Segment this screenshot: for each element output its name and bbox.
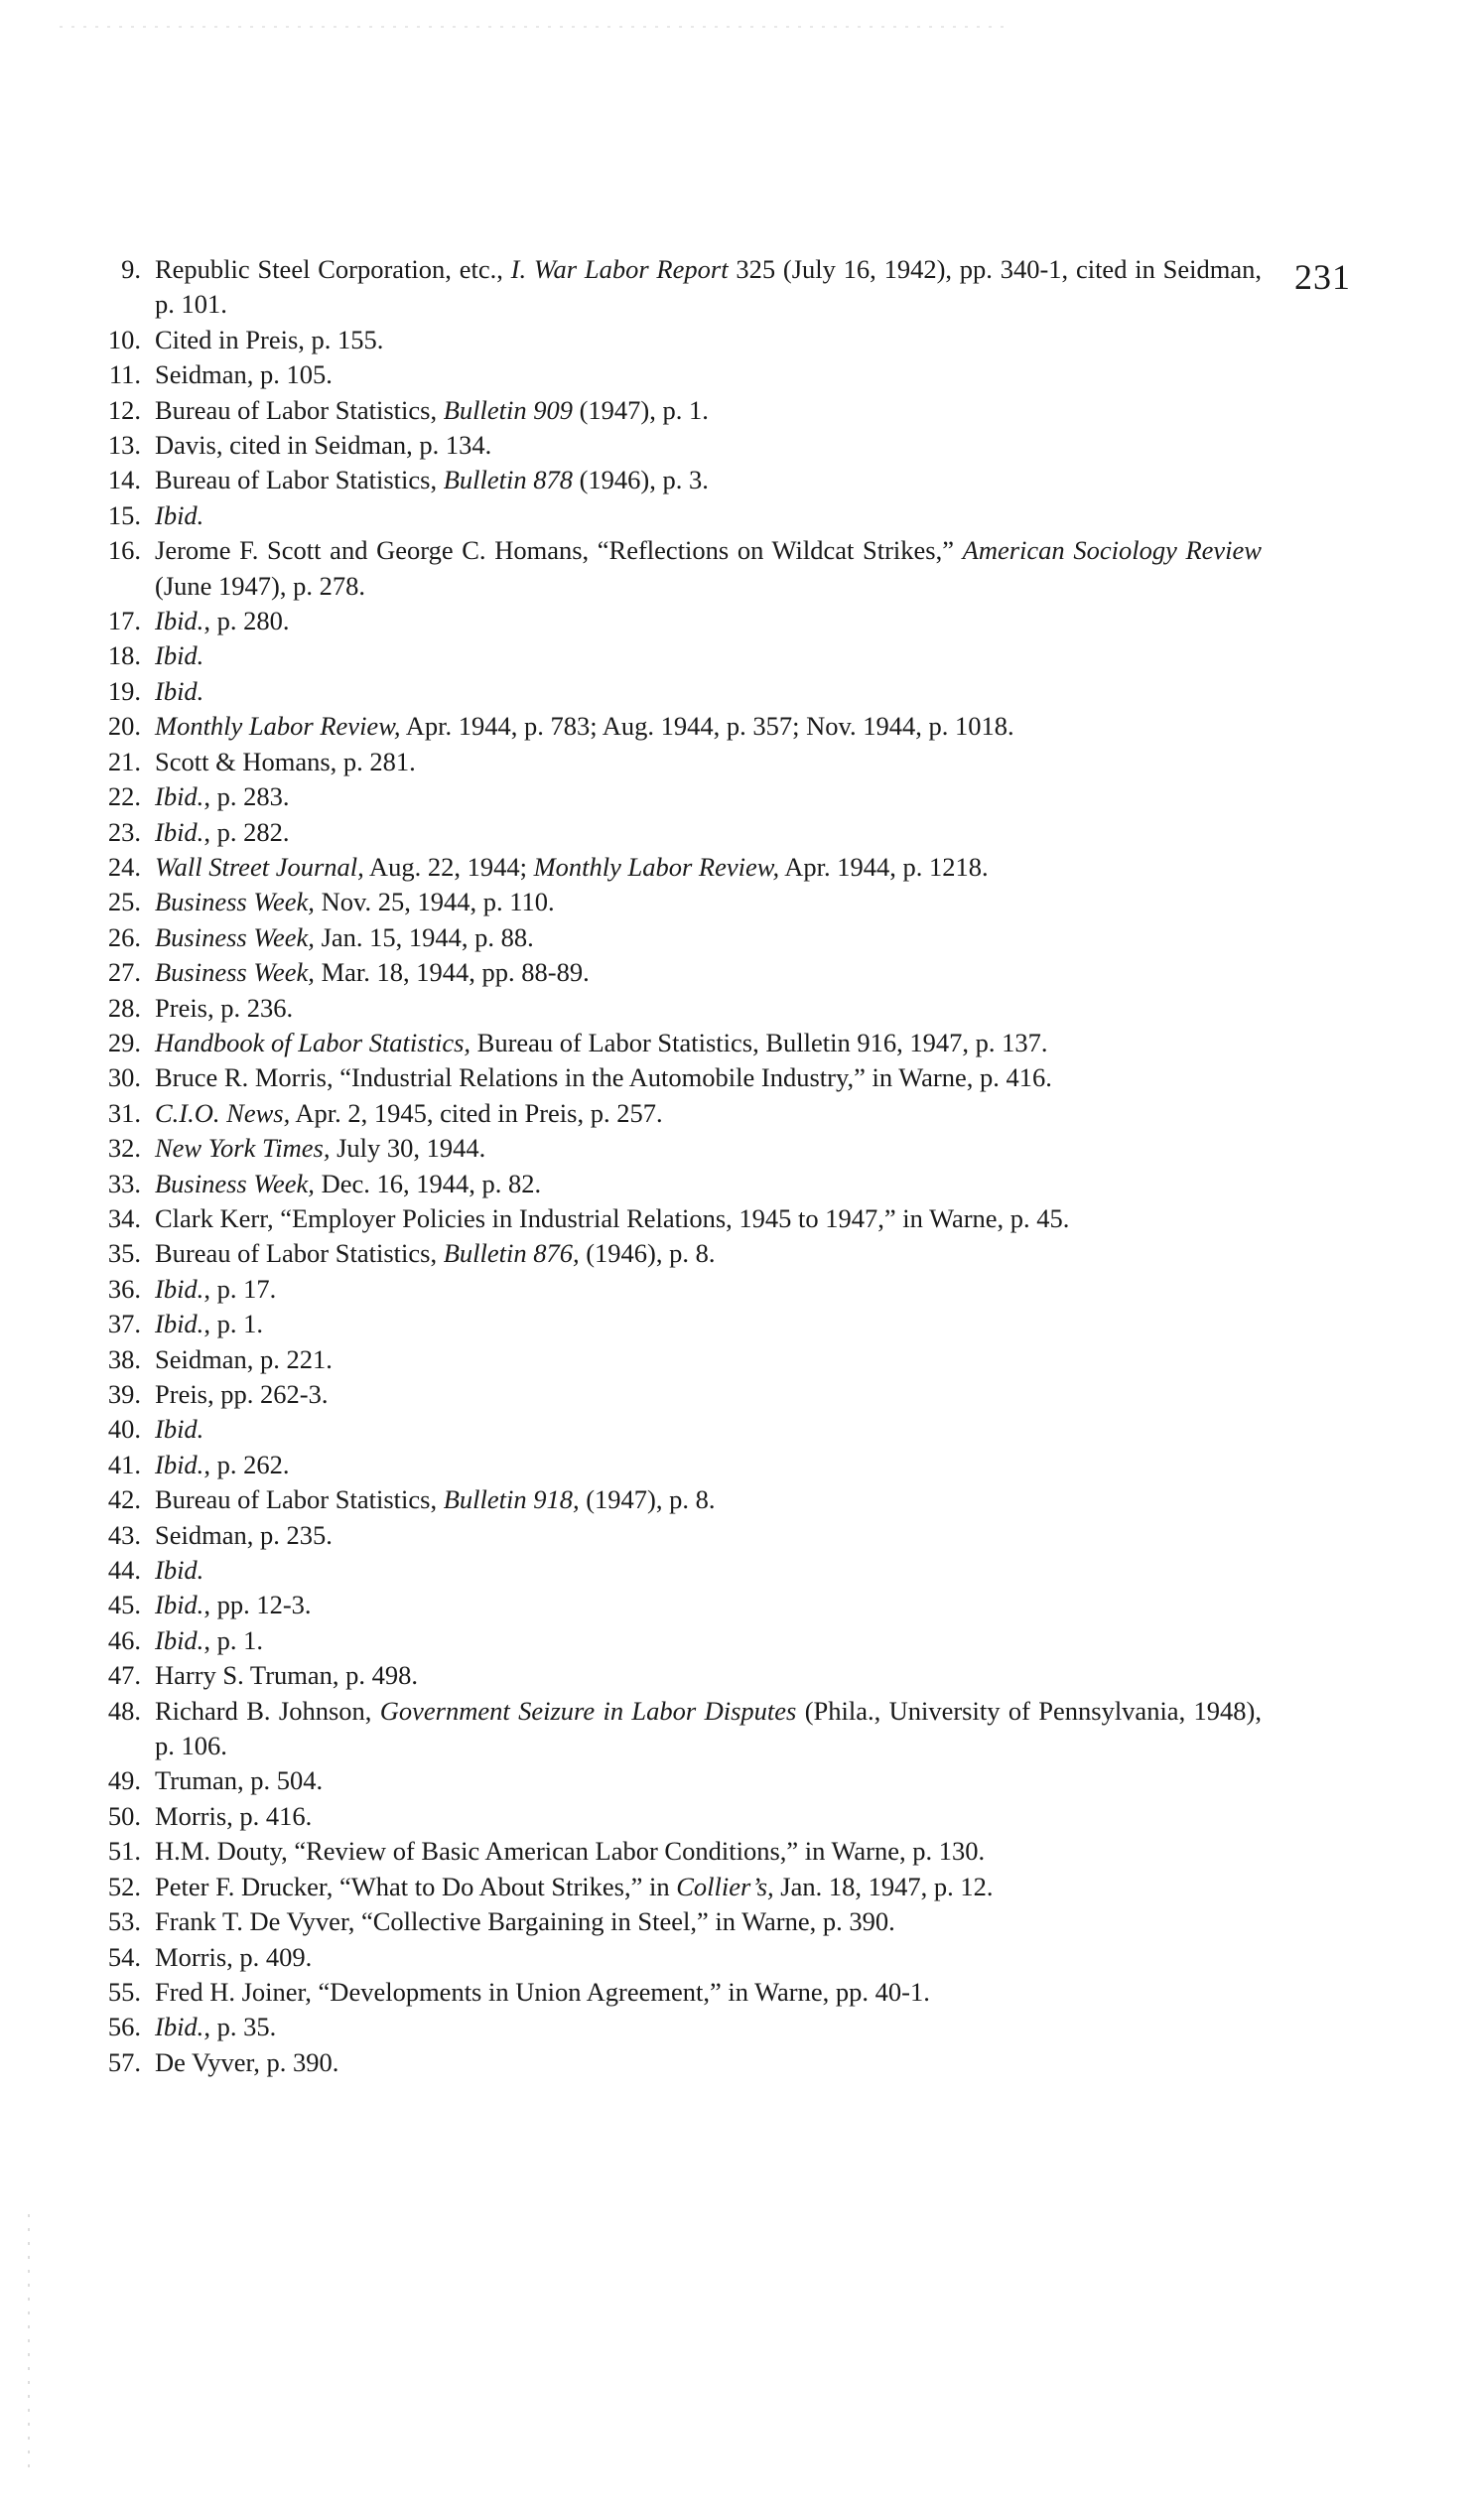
endnote-text-segment: Bureau of Labor Statistics, [155, 1484, 444, 1515]
endnote-text-segment: Harry S. Truman, p. 498. [155, 1660, 419, 1691]
endnote-text-segment: Fred H. Joiner, “Developments in Union Agreement,” in Warne, pp. 40-1. [155, 1976, 930, 2007]
endnote-text [155, 357, 1262, 392]
endnote-text [155, 1131, 1262, 1166]
endnote [95, 323, 1262, 357]
endnote-text-segment: , p. 283. [203, 781, 290, 812]
endnote [95, 1026, 1262, 1060]
endnote [95, 1553, 1262, 1588]
endnote-text-segment: , p. 1. [203, 1309, 263, 1339]
endnote-title-italic: Ibid. [155, 2012, 204, 2042]
endnote-text [155, 1870, 1262, 1904]
endnote-text-segment: Richard B. Johnson, [155, 1695, 380, 1726]
endnote-text-segment: Bureau of Labor Statistics, Bulletin 916, 1947, p. 137. [470, 1027, 1048, 1057]
endnote-text [155, 1026, 1262, 1060]
endnote-title-italic: Ibid. [155, 1449, 204, 1479]
endnote [95, 955, 1262, 990]
endnote-number: 40. [107, 1414, 141, 1445]
endnote-text [155, 393, 1262, 428]
endnote [95, 1763, 1262, 1798]
endnote [95, 709, 1262, 744]
endnote-title-italic: New York Times, [155, 1133, 331, 1164]
endnote [95, 2045, 1262, 2080]
endnote-number: 28. [107, 992, 141, 1023]
endnote [95, 1870, 1262, 1904]
endnote-number: 22. [107, 781, 141, 812]
endnote-title-italic: Government Seizure in Labor Disputes [379, 1695, 797, 1726]
endnote-number: 51. [107, 1836, 141, 1867]
endnote-text-segment: Nov. 25, 1944, p. 110. [314, 887, 555, 917]
endnote-text-segment: Bureau of Labor Statistics, [155, 394, 444, 425]
endnote [95, 1904, 1262, 1939]
endnote-text [155, 533, 1262, 604]
endnote [95, 1588, 1262, 1622]
endnote-text-segment: Truman, p. 504. [155, 1765, 324, 1796]
endnote [95, 533, 1262, 604]
endnote-text [155, 1763, 1262, 1798]
endnote-text [155, 463, 1262, 497]
endnote-number: 49. [107, 1765, 141, 1796]
endnote-text-segment: 325 (July 16, 1942), pp. 340-1, cited in Seidman, p. 101. [155, 254, 1262, 320]
endnote-text [155, 709, 1262, 744]
endnote-title-italic: Bulletin 909 [443, 394, 573, 425]
endnote-number: 47. [107, 1660, 141, 1691]
endnote-title-italic: Ibid. [155, 1273, 204, 1304]
endnote [95, 1201, 1262, 1236]
endnote-text-segment: , p. 262. [203, 1449, 290, 1479]
endnote-title-italic: Business Week, [155, 957, 315, 988]
endnote-title-italic: American Sociology Review [962, 535, 1262, 566]
endnote-text [155, 1799, 1262, 1834]
endnote-number: 19. [107, 675, 141, 706]
endnote-text-segment: Bureau of Labor Statistics, [155, 465, 444, 495]
endnotes-list [95, 252, 1262, 2080]
endnote-number: 20. [107, 711, 141, 742]
endnote-number: 9. [121, 254, 141, 284]
endnote [95, 638, 1262, 673]
endnote-text-segment: Apr. 2, 1945, cited in Preis, p. 257. [290, 1097, 663, 1128]
page-number: 231 [1294, 257, 1351, 297]
endnote-text-segment: , p. 1. [203, 1624, 263, 1655]
endnote-text-segment: July 30, 1944. [330, 1133, 486, 1164]
endnote-text-segment: Bureau of Labor Statistics, [155, 1238, 444, 1269]
endnote-number: 57. [107, 2046, 141, 2077]
endnote-number: 18. [107, 640, 141, 671]
endnote-text [155, 604, 1262, 638]
endnote-text [155, 1060, 1262, 1095]
endnote-number: 26. [107, 921, 141, 952]
endnote-number: 52. [107, 1871, 141, 1901]
scan-artifact [28, 2214, 30, 2472]
endnote-text-segment: Cited in Preis, p. 155. [155, 324, 384, 354]
endnote-text-segment: (1947), p. 1. [572, 394, 709, 425]
endnote [95, 745, 1262, 779]
endnote [95, 252, 1262, 323]
endnote-title-italic: Ibid. [155, 606, 204, 636]
endnote-text-segment: Preis, p. 236. [155, 992, 294, 1023]
endnote-text [155, 815, 1262, 850]
endnote-number: 54. [107, 1941, 141, 1972]
endnote [95, 604, 1262, 638]
endnote-text [155, 428, 1262, 463]
endnote-title-italic: Handbook of Labor Statistics, [155, 1027, 471, 1057]
endnote-number: 56. [107, 2012, 141, 2042]
endnote [95, 1694, 1262, 1764]
endnote-number: 25. [107, 887, 141, 917]
endnote-text [155, 1834, 1262, 1869]
endnote-text [155, 1377, 1262, 1412]
endnote-text [155, 2010, 1262, 2044]
endnote-text-segment: (Phila., University of Pennsylvania, 1948), p. 106. [155, 1695, 1262, 1761]
endnote-title-italic: Ibid. [155, 781, 204, 812]
endnote [95, 1272, 1262, 1307]
endnote [95, 850, 1262, 885]
endnote-text-segment: (June 1947), p. 278. [155, 570, 365, 601]
endnote-text-segment: Frank T. De Vyver, “Collective Bargaining in Steel,” in Warne, p. 390. [155, 1906, 895, 1937]
endnote-text [155, 745, 1262, 779]
endnote-number: 10. [107, 324, 141, 354]
endnote-number: 55. [107, 1976, 141, 2007]
endnote [95, 1342, 1262, 1377]
endnote-number: 17. [107, 606, 141, 636]
endnote-number: 43. [107, 1519, 141, 1550]
endnote-number: 36. [107, 1273, 141, 1304]
endnote-text-segment: Jan. 18, 1947, p. 12. [773, 1871, 994, 1901]
endnote-title-italic: I. War Labor Report [510, 254, 729, 284]
endnote [95, 779, 1262, 814]
endnote [95, 1307, 1262, 1341]
endnote-text [155, 638, 1262, 673]
endnote-text-segment: Apr. 1944, p. 1218. [779, 851, 989, 882]
endnote-text [155, 323, 1262, 357]
endnote-text-segment: Seidman, p. 105. [155, 359, 333, 390]
endnote [95, 1658, 1262, 1693]
endnote-text-segment: Peter F. Drucker, “What to Do About Strikes,” in [155, 1871, 677, 1901]
endnote-number: 27. [107, 957, 141, 988]
endnote-text-segment: Jerome F. Scott and George C. Homans, “Reflections on Wildcat Strikes,” [155, 535, 963, 566]
endnote-text [155, 1272, 1262, 1307]
endnote [95, 1412, 1262, 1447]
endnote-number: 12. [107, 394, 141, 425]
endnote-title-italic: Ibid. [155, 1309, 204, 1339]
endnote-title-italic: Ibid. [155, 1555, 204, 1586]
endnote-text [155, 1307, 1262, 1341]
endnote [95, 920, 1262, 955]
endnote-number: 29. [107, 1027, 141, 1057]
endnote-title-italic: Bulletin 918, [443, 1484, 580, 1515]
endnote-number: 21. [107, 746, 141, 776]
endnote [95, 1060, 1262, 1095]
endnote-number: 48. [107, 1695, 141, 1726]
endnote-text [155, 850, 1262, 885]
endnote-number: 50. [107, 1800, 141, 1831]
endnote-text [155, 1448, 1262, 1482]
endnote [95, 393, 1262, 428]
endnote [95, 885, 1262, 919]
endnote-number: 11. [108, 359, 141, 390]
endnote [95, 1623, 1262, 1658]
endnote-text [155, 885, 1262, 919]
endnote-number: 37. [107, 1309, 141, 1339]
endnote-text [155, 1623, 1262, 1658]
endnote [95, 1236, 1262, 1271]
endnote-text-segment: (1946), p. 8. [579, 1238, 716, 1269]
endnote-text [155, 1412, 1262, 1447]
endnote-number: 42. [107, 1484, 141, 1515]
endnote-text [155, 252, 1262, 323]
endnote-title-italic: C.I.O. News, [155, 1097, 291, 1128]
endnote-number: 24. [107, 851, 141, 882]
endnote-text [155, 779, 1262, 814]
endnote-text [155, 1167, 1262, 1201]
endnote-number: 39. [107, 1379, 141, 1409]
endnote [95, 498, 1262, 533]
endnote [95, 463, 1262, 497]
endnote-number: 45. [107, 1590, 141, 1620]
endnote [95, 1834, 1262, 1869]
endnote-text [155, 920, 1262, 955]
endnote-text [155, 991, 1262, 1026]
endnote-number: 30. [107, 1062, 141, 1093]
scan-artifact [60, 26, 1012, 28]
endnote-title-italic: Ibid. [155, 675, 204, 706]
endnote-text-segment: Bruce R. Morris, “Industrial Relations in the Automobile Industry,” in Warne, p. 416. [155, 1062, 1052, 1093]
endnote-title-italic: Monthly Labor Review, [155, 711, 401, 742]
endnote-text-segment: Aug. 22, 1944; [363, 851, 534, 882]
endnote-text [155, 1518, 1262, 1553]
endnote-title-italic: Business Week, [155, 921, 315, 952]
endnote-text-segment: Preis, pp. 262-3. [155, 1379, 329, 1409]
endnote-text-segment: Dec. 16, 1944, p. 82. [314, 1168, 542, 1198]
endnote-text [155, 1342, 1262, 1377]
endnote-text [155, 1904, 1262, 1939]
endnote-text [155, 1482, 1262, 1517]
endnote-text [155, 1236, 1262, 1271]
endnote-number: 35. [107, 1238, 141, 1269]
endnote-text-segment: Jan. 15, 1944, p. 88. [314, 921, 534, 952]
endnote-text-segment: Mar. 18, 1944, pp. 88-89. [314, 957, 590, 988]
endnote [95, 1167, 1262, 1201]
endnote-text [155, 1096, 1262, 1131]
endnote-title-italic: Ibid. [155, 1624, 204, 1655]
endnote-text [155, 2045, 1262, 2080]
endnote-text-segment: Morris, p. 416. [155, 1800, 313, 1831]
endnote-number: 14. [107, 465, 141, 495]
endnote [95, 1940, 1262, 1975]
endnote-text-segment: Scott & Homans, p. 281. [155, 746, 416, 776]
endnote-text-segment: (1947), p. 8. [579, 1484, 716, 1515]
endnote-number: 13. [107, 430, 141, 461]
endnote-text-segment: , pp. 12-3. [203, 1590, 312, 1620]
endnote-title-italic: Business Week, [155, 887, 315, 917]
endnote-text-segment: Seidman, p. 235. [155, 1519, 333, 1550]
endnote [95, 1377, 1262, 1412]
endnote-number: 23. [107, 816, 141, 847]
endnote-number: 33. [107, 1168, 141, 1198]
endnote-number: 34. [107, 1202, 141, 1233]
endnote [95, 1518, 1262, 1553]
endnote-title-italic: Bulletin 876, [443, 1238, 580, 1269]
endnote [95, 991, 1262, 1026]
endnote [95, 1799, 1262, 1834]
endnote-title-italic: Ibid. [155, 1414, 204, 1445]
endnote-text [155, 1940, 1262, 1975]
endnote [95, 815, 1262, 850]
endnote-text [155, 1975, 1262, 2010]
endnote-title-italic: Monthly Labor Review, [533, 851, 780, 882]
endnote-text [155, 498, 1262, 533]
endnote-text-segment: , p. 282. [203, 816, 290, 847]
endnote-number: 46. [107, 1624, 141, 1655]
endnote-title-italic: Ibid. [155, 1590, 204, 1620]
endnote-text [155, 1201, 1262, 1236]
endnote-number: 53. [107, 1906, 141, 1937]
endnote-text-segment: Apr. 1944, p. 783; Aug. 1944, p. 357; Nov. 1944, p. 1018. [400, 711, 1014, 742]
endnote-text-segment: Republic Steel Corporation, etc., [155, 254, 511, 284]
endnote [95, 1096, 1262, 1131]
endnote-text [155, 955, 1262, 990]
endnote-title-italic: Ibid. [155, 816, 204, 847]
endnote-text-segment: Davis, cited in Seidman, p. 134. [155, 430, 492, 461]
endnote [95, 1448, 1262, 1482]
endnote-number: 38. [107, 1343, 141, 1374]
endnote-text [155, 1694, 1262, 1764]
endnote-number: 31. [107, 1097, 141, 1128]
endnote [95, 2010, 1262, 2044]
endnote-title-italic: Collier’s, [676, 1871, 774, 1901]
endnote-text-segment: Seidman, p. 221. [155, 1343, 333, 1374]
endnote-text-segment: Clark Kerr, “Employer Policies in Industrial Relations, 1945 to 1947,” in Warne, p. 45. [155, 1202, 1070, 1233]
endnote-title-italic: Bulletin 878 [443, 465, 573, 495]
endnote [95, 1131, 1262, 1166]
endnote-text [155, 1553, 1262, 1588]
endnote-text-segment: (1946), p. 3. [572, 465, 709, 495]
endnote-text [155, 1658, 1262, 1693]
endnote [95, 674, 1262, 709]
endnote-number: 41. [107, 1449, 141, 1479]
endnote-text [155, 674, 1262, 709]
endnote [95, 357, 1262, 392]
endnote-number: 15. [107, 499, 141, 530]
endnote-text [155, 1588, 1262, 1622]
endnote-title-italic: Business Week, [155, 1168, 315, 1198]
endnote-text-segment: H.M. Douty, “Review of Basic American Labor Conditions,” in Warne, p. 130. [155, 1836, 986, 1867]
endnote-number: 32. [107, 1133, 141, 1164]
endnote-text-segment: , p. 17. [203, 1273, 277, 1304]
endnote [95, 1975, 1262, 2010]
endnote-text-segment: Morris, p. 409. [155, 1941, 313, 1972]
endnote [95, 1482, 1262, 1517]
endnote-title-italic: Ibid. [155, 499, 204, 530]
endnote-text-segment: De Vyver, p. 390. [155, 2046, 339, 2077]
endnote-text-segment: , p. 35. [203, 2012, 277, 2042]
endnote-number: 44. [107, 1555, 141, 1586]
endnote-title-italic: Ibid. [155, 640, 204, 671]
endnote-title-italic: Wall Street Journal, [155, 851, 364, 882]
endnote-number: 16. [107, 535, 141, 566]
endnote-text-segment: , p. 280. [203, 606, 290, 636]
endnote [95, 428, 1262, 463]
